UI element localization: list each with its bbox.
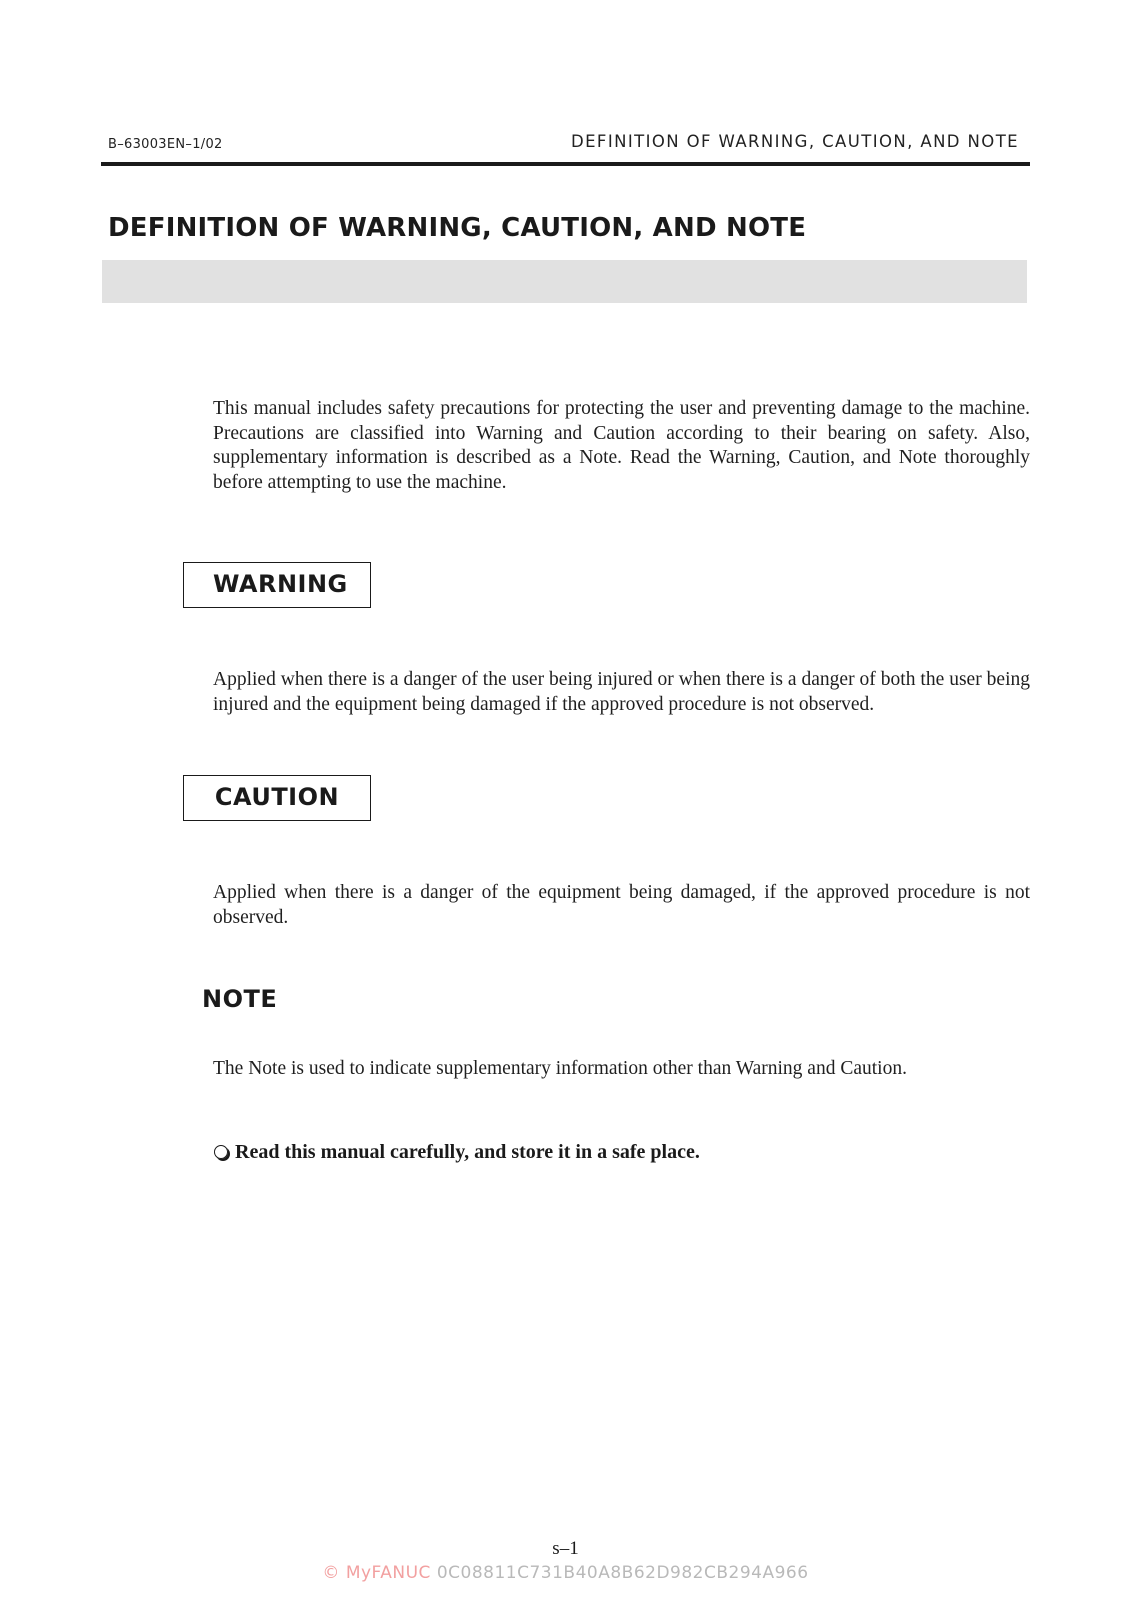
warning-description: Applied when there is a danger of the user being injured or when there is a danger of both the user being injured and the equipment being damaged if the approved procedure is not observed. — [213, 669, 1030, 715]
page-title: DEFINITION OF WARNING, CAUTION, AND NOTE — [108, 213, 807, 243]
header-rule — [101, 162, 1030, 166]
running-title: DEFINITION OF WARNING, CAUTION, AND NOTE — [571, 132, 1019, 151]
circle-bullet-icon — [214, 1145, 228, 1159]
reminder-text: Read this manual carefully, and store it in a safe place. — [235, 1141, 700, 1163]
caution-label-box: CAUTION — [183, 775, 371, 821]
note-heading: NOTE — [202, 985, 278, 1013]
page-number: s–1 — [552, 1538, 579, 1559]
note-description: The Note is used to indicate supplementary information other than Warning and Caution. — [213, 1058, 907, 1079]
caution-description: Applied when there is a danger of the equipment being damaged, if the approved procedure is not observed. — [213, 882, 1030, 928]
title-band — [102, 260, 1027, 303]
intro-paragraph: This manual includes safety precautions for protecting the user and preventing damage to the machine. Precautions are classified into Warning and Caution according to their bearing on safety. Also, supplementary information is described as a Note. Read the Warning, Caution, and Note thoroughly before attempting to use the machine. — [213, 398, 1030, 493]
watermark-hash: 0C08811C731B40A8B62D982CB294A966 — [436, 1563, 809, 1583]
footer-watermark — [0, 1563, 1131, 1583]
watermark-brand: © MyFANUC — [322, 1563, 431, 1583]
warning-label-box: WARNING — [183, 562, 371, 608]
reminder-line — [214, 1141, 700, 1164]
document-code: B–63003EN–1/02 — [108, 137, 223, 152]
